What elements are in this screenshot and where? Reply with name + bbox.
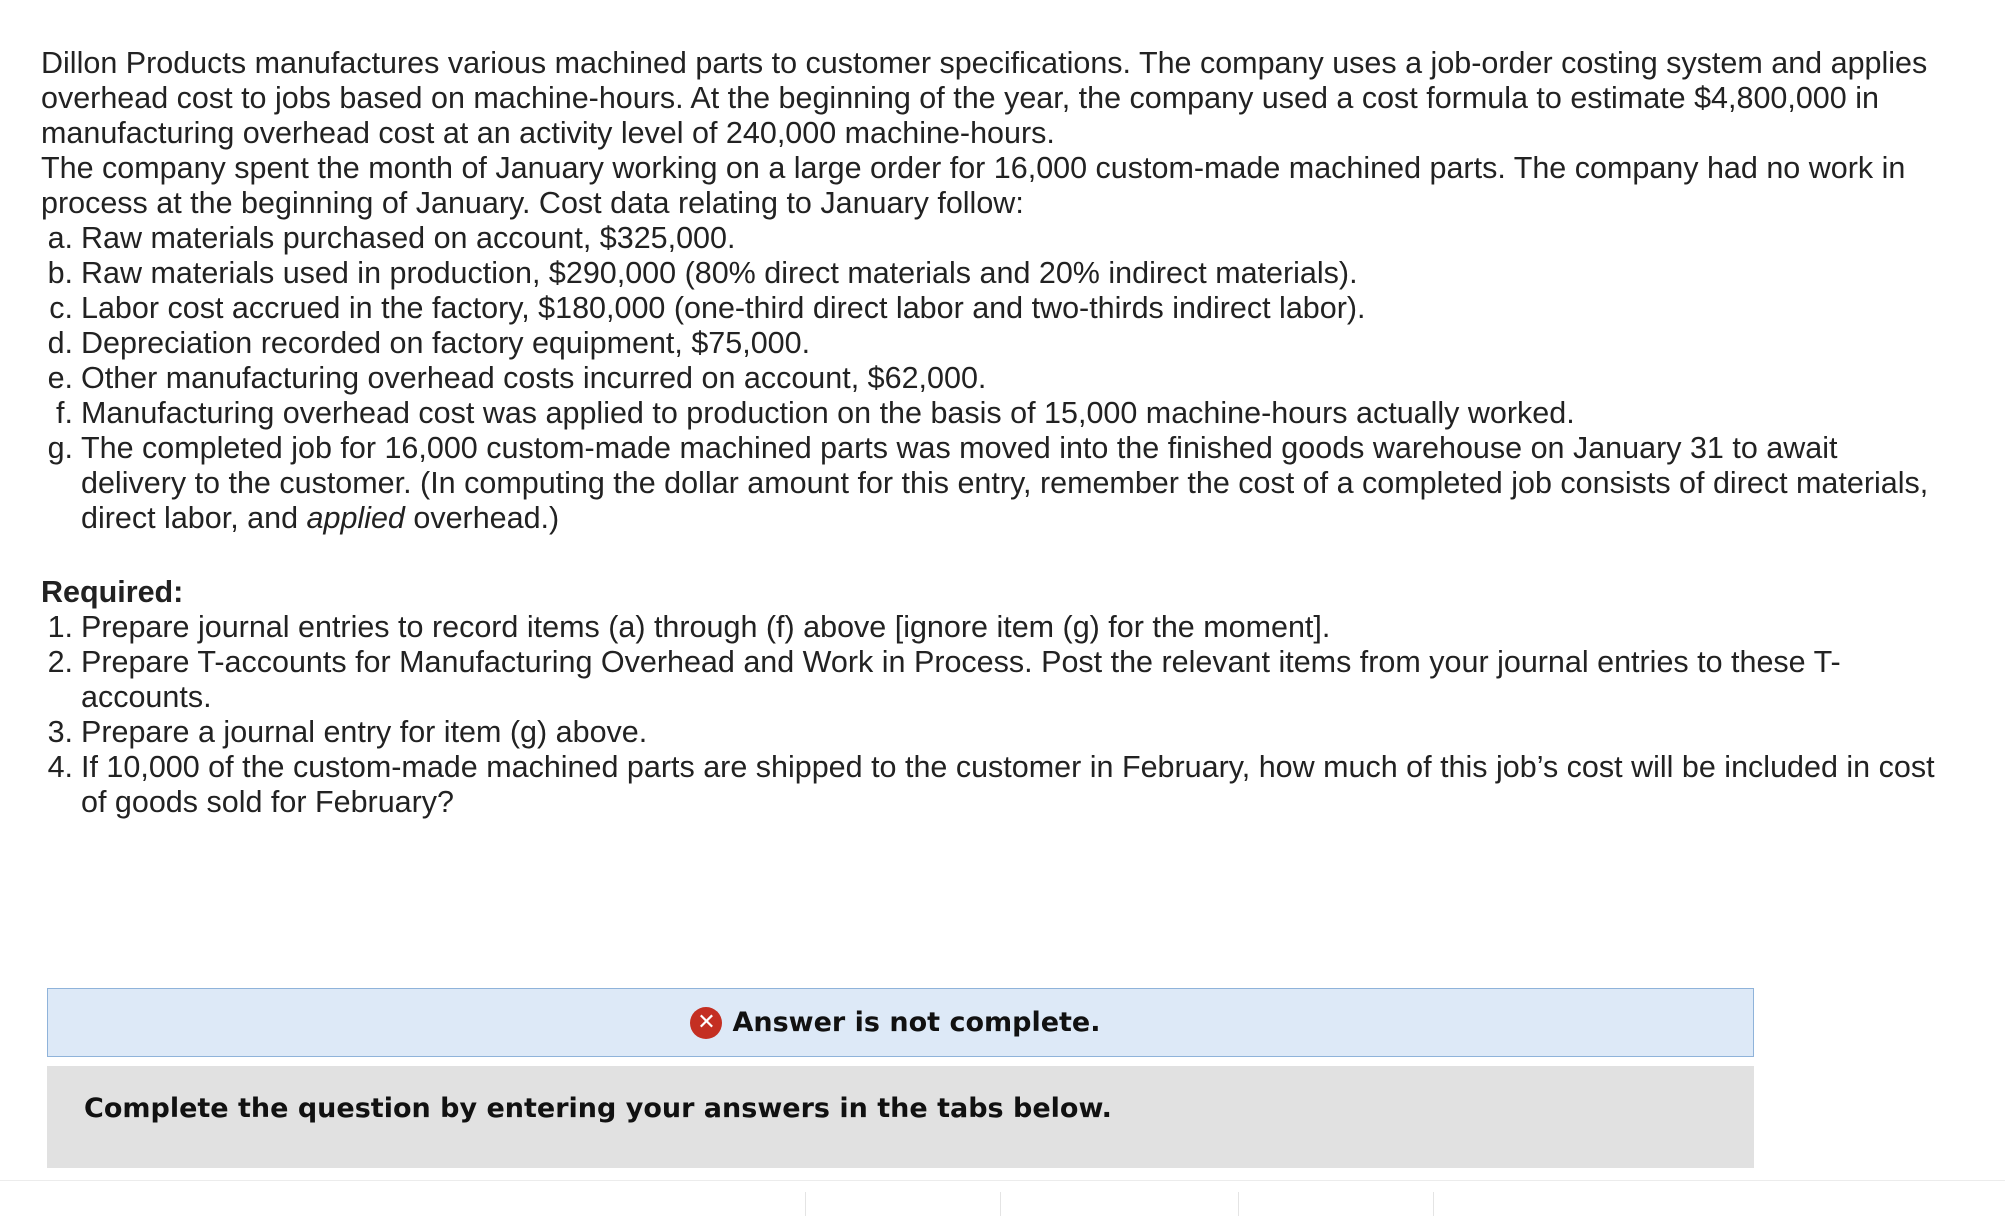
item-marker: c. [49, 291, 73, 325]
item-marker: 2. [47, 645, 73, 679]
tab-separator [1000, 1192, 1001, 1216]
list-item [41, 715, 1941, 750]
answer-status-text: Answer is not complete. [732, 1007, 1101, 1038]
x-circle-icon: ✕ [690, 1007, 722, 1039]
list-item [41, 326, 1941, 361]
item-text: Prepare journal entries to record items (a) through (f) above [ignore item (g) for the moment]. [81, 610, 1331, 644]
item-text: Prepare a journal entry for item (g) above. [81, 715, 648, 749]
list-item [41, 750, 1941, 820]
list-item [41, 610, 1941, 645]
answer-status-banner [47, 988, 1754, 1057]
item-text: Raw materials used in production, $290,000 (80% direct materials and 20% indirect materials). [81, 256, 1358, 290]
item-marker: a. [47, 221, 73, 255]
instruction-box [47, 1066, 1754, 1168]
item-marker: 1. [47, 610, 73, 644]
item-text: Depreciation recorded on factory equipment, $75,000. [81, 326, 811, 360]
item-marker: 4. [47, 750, 73, 784]
list-item [41, 256, 1941, 291]
list-item [41, 361, 1941, 396]
list-item [41, 291, 1941, 326]
problem-january: The company spent the month of January working on a large order for 16,000 custom-made machined parts. The company had no work in process at the beginning of January. Cost data relating to January follow: [41, 151, 1906, 220]
item-text: Prepare T-accounts for Manufacturing Overhead and Work in Process. Post the relevant items from your journal entries to these T-accounts. [81, 645, 1841, 714]
required-list [41, 610, 1941, 820]
list-item [41, 221, 1941, 256]
item-marker: d. [47, 326, 73, 360]
item-marker: b. [47, 256, 73, 290]
tab-separator [1433, 1192, 1434, 1216]
list-item [41, 431, 1941, 536]
item-text: Other manufacturing overhead costs incurred on account, $62,000. [81, 361, 987, 395]
item-text: Labor cost accrued in the factory, $180,000 (one-third direct labor and two-thirds indirect labor). [81, 291, 1366, 325]
cost-data-list [41, 221, 1941, 536]
list-item [41, 645, 1941, 715]
divider [0, 1180, 2005, 1181]
item-text-after: overhead.) [404, 501, 560, 535]
item-text-before: The completed job for 16,000 custom-made machined parts was moved into the finished goods warehouse on January 31 to await delivery to the customer. (In computing the dollar amount for this entry, remember the cost of a completed job consists of direct materials, direct labor, and [81, 431, 1929, 535]
tab-separator [1238, 1192, 1239, 1216]
item-marker: f. [56, 396, 73, 430]
item-marker: g. [47, 431, 73, 465]
tab-separator [805, 1192, 806, 1216]
item-text: Raw materials purchased on account, $325,000. [81, 221, 736, 255]
item-text: Manufacturing overhead cost was applied to production on the basis of 15,000 machine-hours actually worked. [81, 396, 1575, 430]
item-text-emphasis: applied [306, 501, 405, 535]
problem-intro: Dillon Products manufactures various machined parts to customer specifications. The company uses a job-order costing system and applies overhead cost to jobs based on machine-hours. At the beginning of the year, the company used a cost formula to estimate $4,800,000 in manufacturing overhead cost at an activity level of 240,000 machine-hours. [41, 46, 1928, 150]
item-marker: 3. [47, 715, 73, 749]
item-text: If 10,000 of the custom-made machined parts are shipped to the customer in February, how much of this job’s cost will be included in cost of goods sold for February? [81, 750, 1935, 819]
required-heading: Required: [41, 575, 184, 609]
item-marker: e. [47, 361, 73, 395]
list-item [41, 396, 1941, 431]
instruction-text: Complete the question by entering your answers in the tabs below. [84, 1093, 1112, 1124]
problem-content [41, 46, 1941, 820]
